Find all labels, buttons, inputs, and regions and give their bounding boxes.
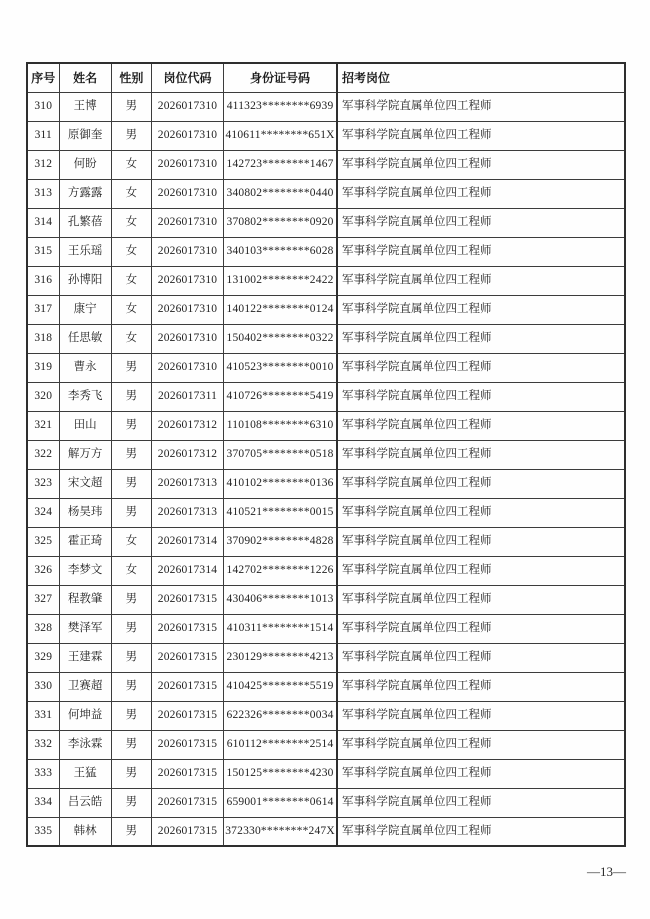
id-number-cell: 110108********6310 — [224, 411, 337, 440]
gender-cell: 女 — [111, 266, 151, 295]
table-row — [27, 121, 625, 150]
gender-cell: 女 — [111, 208, 151, 237]
id-number-cell: 411323********6939 — [224, 92, 337, 121]
gender-cell: 男 — [111, 121, 151, 150]
job-code-cell: 2026017315 — [151, 585, 223, 614]
recruit-position-cell: 军事科学院直属单位四工程师 — [337, 353, 625, 382]
serial-cell: 314 — [27, 208, 59, 237]
recruit-position-cell: 军事科学院直属单位四工程师 — [337, 237, 625, 266]
serial-cell: 317 — [27, 295, 59, 324]
recruit-position-cell: 军事科学院直属单位四工程师 — [337, 150, 625, 179]
job-code-cell: 2026017315 — [151, 701, 223, 730]
gender-cell: 女 — [111, 179, 151, 208]
serial-cell: 326 — [27, 556, 59, 585]
job-code-cell: 2026017310 — [151, 237, 223, 266]
table-row — [27, 411, 625, 440]
column-header-recruit-position: 招考岗位 — [337, 63, 625, 92]
gender-cell: 男 — [111, 614, 151, 643]
serial-cell: 329 — [27, 643, 59, 672]
table-row — [27, 585, 625, 614]
name-cell: 田山 — [59, 411, 111, 440]
serial-cell: 327 — [27, 585, 59, 614]
table-row — [27, 788, 625, 817]
name-cell: 方露露 — [59, 179, 111, 208]
gender-cell: 女 — [111, 237, 151, 266]
recruit-position-cell: 军事科学院直属单位四工程师 — [337, 324, 625, 353]
recruit-position-cell: 军事科学院直属单位四工程师 — [337, 585, 625, 614]
recruit-position-cell: 军事科学院直属单位四工程师 — [337, 730, 625, 759]
table-row — [27, 759, 625, 788]
serial-cell: 324 — [27, 498, 59, 527]
recruit-position-cell: 军事科学院直属单位四工程师 — [337, 440, 625, 469]
serial-cell: 333 — [27, 759, 59, 788]
name-cell: 李泳霖 — [59, 730, 111, 759]
job-code-cell: 2026017315 — [151, 788, 223, 817]
table-row — [27, 498, 625, 527]
recruit-position-cell: 军事科学院直属单位四工程师 — [337, 179, 625, 208]
recruit-position-cell: 军事科学院直属单位四工程师 — [337, 121, 625, 150]
gender-cell: 男 — [111, 498, 151, 527]
id-number-cell: 142723********1467 — [224, 150, 337, 179]
serial-cell: 316 — [27, 266, 59, 295]
recruit-position-cell: 军事科学院直属单位四工程师 — [337, 92, 625, 121]
job-code-cell: 2026017310 — [151, 266, 223, 295]
id-number-cell: 659001********0614 — [224, 788, 337, 817]
name-cell: 王建霖 — [59, 643, 111, 672]
serial-cell: 334 — [27, 788, 59, 817]
gender-cell: 男 — [111, 817, 151, 846]
name-cell: 卫赛超 — [59, 672, 111, 701]
gender-cell: 男 — [111, 585, 151, 614]
id-number-cell: 410102********0136 — [224, 469, 337, 498]
id-number-cell: 140122********0124 — [224, 295, 337, 324]
page-number: —13— — [587, 864, 626, 879]
gender-cell: 女 — [111, 324, 151, 353]
gender-cell: 男 — [111, 701, 151, 730]
id-number-cell: 340802********0440 — [224, 179, 337, 208]
column-header-id-number: 身份证号码 — [224, 63, 337, 92]
serial-cell: 319 — [27, 353, 59, 382]
name-cell: 何坤益 — [59, 701, 111, 730]
table-row — [27, 614, 625, 643]
serial-cell: 310 — [27, 92, 59, 121]
name-cell: 王博 — [59, 92, 111, 121]
recruit-position-cell: 军事科学院直属单位四工程师 — [337, 759, 625, 788]
serial-cell: 332 — [27, 730, 59, 759]
recruit-position-cell: 军事科学院直属单位四工程师 — [337, 208, 625, 237]
table-header-row — [27, 63, 625, 92]
job-code-cell: 2026017310 — [151, 324, 223, 353]
column-header-serial: 序号 — [27, 63, 59, 92]
id-number-cell: 410425********5519 — [224, 672, 337, 701]
name-cell: 韩林 — [59, 817, 111, 846]
serial-cell: 321 — [27, 411, 59, 440]
name-cell: 杨昊玮 — [59, 498, 111, 527]
job-code-cell: 2026017315 — [151, 730, 223, 759]
table-row — [27, 817, 625, 846]
name-cell: 曹永 — [59, 353, 111, 382]
gender-cell: 男 — [111, 788, 151, 817]
name-cell: 任思敏 — [59, 324, 111, 353]
id-number-cell: 150402********0322 — [224, 324, 337, 353]
id-number-cell: 370802********0920 — [224, 208, 337, 237]
recruit-position-cell: 军事科学院直属单位四工程师 — [337, 498, 625, 527]
table-row — [27, 730, 625, 759]
gender-cell: 男 — [111, 353, 151, 382]
column-header-job-code: 岗位代码 — [151, 63, 223, 92]
table-row — [27, 266, 625, 295]
id-number-cell: 131002********2422 — [224, 266, 337, 295]
id-number-cell: 622326********0034 — [224, 701, 337, 730]
serial-cell: 331 — [27, 701, 59, 730]
name-cell: 康宁 — [59, 295, 111, 324]
serial-cell: 322 — [27, 440, 59, 469]
serial-cell: 330 — [27, 672, 59, 701]
id-number-cell: 142702********1226 — [224, 556, 337, 585]
gender-cell: 男 — [111, 440, 151, 469]
gender-cell: 男 — [111, 759, 151, 788]
id-number-cell: 410521********0015 — [224, 498, 337, 527]
id-number-cell: 410523********0010 — [224, 353, 337, 382]
name-cell: 程教肇 — [59, 585, 111, 614]
table-row — [27, 643, 625, 672]
recruit-position-cell: 军事科学院直属单位四工程师 — [337, 411, 625, 440]
recruit-position-cell: 军事科学院直属单位四工程师 — [337, 469, 625, 498]
id-number-cell: 372330********247X — [224, 817, 337, 846]
gender-cell: 女 — [111, 295, 151, 324]
table-row — [27, 92, 625, 121]
table-row — [27, 469, 625, 498]
name-cell: 孔繁蓓 — [59, 208, 111, 237]
name-cell: 李秀飞 — [59, 382, 111, 411]
job-code-cell: 2026017310 — [151, 92, 223, 121]
serial-cell: 318 — [27, 324, 59, 353]
job-code-cell: 2026017310 — [151, 353, 223, 382]
recruit-position-cell: 军事科学院直属单位四工程师 — [337, 788, 625, 817]
recruit-position-cell: 军事科学院直属单位四工程师 — [337, 295, 625, 324]
job-code-cell: 2026017313 — [151, 498, 223, 527]
job-code-cell: 2026017310 — [151, 295, 223, 324]
job-code-cell: 2026017314 — [151, 527, 223, 556]
gender-cell: 男 — [111, 672, 151, 701]
job-code-cell: 2026017315 — [151, 817, 223, 846]
gender-cell: 男 — [111, 730, 151, 759]
id-number-cell: 150125********4230 — [224, 759, 337, 788]
name-cell: 王猛 — [59, 759, 111, 788]
gender-cell: 男 — [111, 382, 151, 411]
job-code-cell: 2026017310 — [151, 150, 223, 179]
job-code-cell: 2026017312 — [151, 440, 223, 469]
job-code-cell: 2026017311 — [151, 382, 223, 411]
table-row — [27, 672, 625, 701]
serial-cell: 323 — [27, 469, 59, 498]
table-row — [27, 237, 625, 266]
serial-cell: 315 — [27, 237, 59, 266]
name-cell: 解万方 — [59, 440, 111, 469]
job-code-cell: 2026017315 — [151, 759, 223, 788]
job-code-cell: 2026017315 — [151, 643, 223, 672]
table-row — [27, 701, 625, 730]
table-row — [27, 208, 625, 237]
id-number-cell: 610112********2514 — [224, 730, 337, 759]
gender-cell: 女 — [111, 556, 151, 585]
id-number-cell: 430406********1013 — [224, 585, 337, 614]
table-row — [27, 295, 625, 324]
serial-cell: 328 — [27, 614, 59, 643]
recruit-position-cell: 军事科学院直属单位四工程师 — [337, 266, 625, 295]
recruit-position-cell: 军事科学院直属单位四工程师 — [337, 614, 625, 643]
name-cell: 孙博阳 — [59, 266, 111, 295]
job-code-cell: 2026017312 — [151, 411, 223, 440]
recruit-position-cell: 军事科学院直属单位四工程师 — [337, 382, 625, 411]
column-header-gender: 性别 — [111, 63, 151, 92]
name-cell: 李梦文 — [59, 556, 111, 585]
job-code-cell: 2026017314 — [151, 556, 223, 585]
job-code-cell: 2026017310 — [151, 179, 223, 208]
recruit-position-cell: 军事科学院直属单位四工程师 — [337, 527, 625, 556]
name-cell: 吕云皓 — [59, 788, 111, 817]
recruit-position-cell: 军事科学院直属单位四工程师 — [337, 672, 625, 701]
table-row — [27, 324, 625, 353]
recruit-position-cell: 军事科学院直属单位四工程师 — [337, 817, 625, 846]
table-row — [27, 179, 625, 208]
gender-cell: 男 — [111, 469, 151, 498]
job-code-cell: 2026017315 — [151, 672, 223, 701]
id-number-cell: 410311********1514 — [224, 614, 337, 643]
table-row — [27, 353, 625, 382]
job-code-cell: 2026017310 — [151, 121, 223, 150]
job-code-cell: 2026017315 — [151, 614, 223, 643]
name-cell: 宋文超 — [59, 469, 111, 498]
id-number-cell: 340103********6028 — [224, 237, 337, 266]
recruit-position-cell: 军事科学院直属单位四工程师 — [337, 556, 625, 585]
gender-cell: 男 — [111, 411, 151, 440]
gender-cell: 女 — [111, 527, 151, 556]
serial-cell: 313 — [27, 179, 59, 208]
name-cell: 原御奎 — [59, 121, 111, 150]
job-code-cell: 2026017313 — [151, 469, 223, 498]
serial-cell: 311 — [27, 121, 59, 150]
gender-cell: 男 — [111, 643, 151, 672]
name-cell: 霍正琦 — [59, 527, 111, 556]
name-cell: 王乐瑶 — [59, 237, 111, 266]
candidate-roster-table — [26, 62, 626, 847]
serial-cell: 312 — [27, 150, 59, 179]
id-number-cell: 410611********651X — [224, 121, 337, 150]
table-row — [27, 150, 625, 179]
gender-cell: 男 — [111, 92, 151, 121]
recruit-position-cell: 军事科学院直属单位四工程师 — [337, 701, 625, 730]
name-cell: 何盼 — [59, 150, 111, 179]
table-row — [27, 440, 625, 469]
gender-cell: 女 — [111, 150, 151, 179]
table-row — [27, 527, 625, 556]
name-cell: 樊泽军 — [59, 614, 111, 643]
id-number-cell: 370902********4828 — [224, 527, 337, 556]
recruit-position-cell: 军事科学院直属单位四工程师 — [337, 643, 625, 672]
job-code-cell: 2026017310 — [151, 208, 223, 237]
serial-cell: 325 — [27, 527, 59, 556]
id-number-cell: 230129********4213 — [224, 643, 337, 672]
id-number-cell: 410726********5419 — [224, 382, 337, 411]
id-number-cell: 370705********0518 — [224, 440, 337, 469]
table-row — [27, 556, 625, 585]
column-header-name: 姓名 — [59, 63, 111, 92]
serial-cell: 320 — [27, 382, 59, 411]
serial-cell: 335 — [27, 817, 59, 846]
table-row — [27, 382, 625, 411]
